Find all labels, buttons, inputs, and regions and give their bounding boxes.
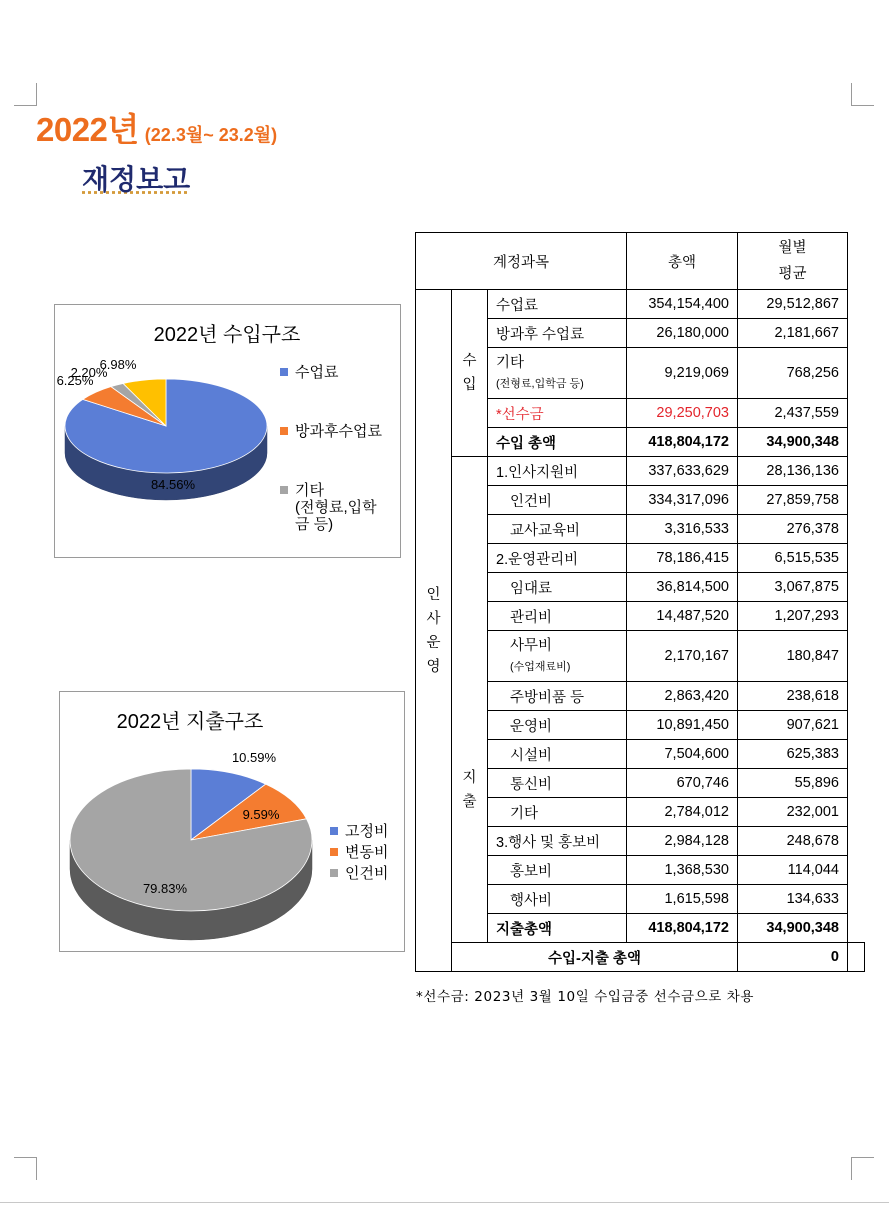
row-name: 운영비 [488, 711, 627, 740]
expense-pie [70, 769, 312, 940]
row-monthly: 114,044 [738, 856, 848, 885]
finance-table [415, 232, 865, 972]
row-name: 임대료 [488, 573, 627, 602]
page-bottom-edge [0, 1202, 889, 1203]
row-monthly: 27,859,758 [738, 486, 848, 515]
row-name: 수업료 [488, 290, 627, 319]
header-monthly-line2: 평균 [778, 266, 807, 282]
row-total: 2,863,420 [627, 682, 738, 711]
row-name: 기타 [488, 798, 627, 827]
row-total: 418,804,172 [627, 914, 738, 943]
income-chart [54, 304, 401, 558]
row-monthly: 34,900,348 [738, 428, 848, 457]
data-label-2: 79.83% [142, 881, 188, 896]
row-monthly [848, 943, 865, 972]
income-group-label: 수입 [452, 290, 488, 457]
row-monthly: 768,256 [738, 348, 848, 399]
expense-chart [59, 691, 405, 952]
row-name: 홍보비 [488, 856, 627, 885]
legend-label-0: 수업료 [295, 364, 339, 381]
row-monthly: 276,378 [738, 515, 848, 544]
row-note: (전형료,입학금 등) [496, 377, 584, 390]
legend-swatch-2 [280, 486, 288, 494]
data-label-1: 9.59% [242, 807, 280, 822]
legend-label-2: 기타 (전형료,입학 금 등) [295, 482, 377, 533]
row-total: 0 [738, 943, 848, 972]
chart-title: 2022년 지출구조 [116, 711, 264, 733]
report-period: (22.3월~ 23.2월) [144, 125, 278, 145]
row-monthly: 2,181,667 [738, 319, 848, 348]
row-name: 기타 [496, 354, 525, 371]
row-name: 방과후 수업료 [488, 319, 627, 348]
data-label-1: 6.25% [56, 373, 94, 388]
header-monthly [738, 233, 848, 290]
footnote: *선수금: 2023년 3월 10일 수입금중 선수금으로 차용 [416, 989, 755, 1005]
data-label-0: 10.59% [231, 750, 277, 765]
row-total: 2,984,128 [627, 827, 738, 856]
legend-label-1: 방과후수업료 [295, 423, 382, 440]
income-legend [280, 363, 382, 533]
row-monthly: 29,512,867 [738, 290, 848, 319]
row-name: 교사교육비 [488, 515, 627, 544]
row-total: 670,746 [627, 769, 738, 798]
row-total: 2,784,012 [627, 798, 738, 827]
row-monthly: 1,207,293 [738, 602, 848, 631]
report-title [36, 104, 277, 151]
row-name: 사무비 [510, 637, 553, 654]
data-label-3: 6.98% [99, 357, 137, 372]
row-monthly: 180,847 [738, 631, 848, 682]
chart-title: 2022년 수입구조 [153, 324, 301, 346]
expense-chart-svg [60, 692, 404, 951]
legend-swatch-1 [280, 427, 288, 435]
row-total: 1,615,598 [627, 885, 738, 914]
row-name: 수입-지출 총액 [452, 943, 738, 972]
row-monthly: 625,383 [738, 740, 848, 769]
row-monthly: 6,515,535 [738, 544, 848, 573]
page-subtitle: 재정보고 [82, 163, 191, 196]
row-name: 시설비 [488, 740, 627, 769]
row-name: 1.인사지원비 [488, 457, 627, 486]
row-total: 10,891,450 [627, 711, 738, 740]
row-total: 334,317,096 [627, 486, 738, 515]
row-name-cell [488, 631, 627, 682]
balance-row [416, 943, 865, 972]
row-name: 주방비품 등 [488, 682, 627, 711]
row-name: 3.행사 및 홍보비 [488, 827, 627, 856]
row-monthly: 907,621 [738, 711, 848, 740]
row-total: 26,180,000 [627, 319, 738, 348]
row-name: *선수금 [488, 399, 627, 428]
row-monthly: 2,437,559 [738, 399, 848, 428]
row-total: 14,487,520 [627, 602, 738, 631]
expense-legend [330, 822, 388, 882]
row-name: 관리비 [488, 602, 627, 631]
row-total: 7,504,600 [627, 740, 738, 769]
row-monthly: 3,067,875 [738, 573, 848, 602]
row-name: 행사비 [488, 885, 627, 914]
row-name: 통신비 [488, 769, 627, 798]
row-total: 337,633,629 [627, 457, 738, 486]
header-row [416, 233, 865, 290]
row-name: 2.운영관리비 [488, 544, 627, 573]
table-row [416, 457, 865, 486]
row-total: 354,154,400 [627, 290, 738, 319]
row-monthly: 248,678 [738, 827, 848, 856]
legend-swatch-0 [330, 827, 338, 835]
row-total: 9,219,069 [627, 348, 738, 399]
data-label-2: 2.20% [70, 365, 108, 380]
legend-swatch-0 [280, 368, 288, 376]
row-total: 78,186,415 [627, 544, 738, 573]
row-total: 3,316,533 [627, 515, 738, 544]
row-note: (수업재료비) [510, 660, 571, 673]
crop-mark-top-left [14, 83, 37, 106]
row-name: 인건비 [488, 486, 627, 515]
report-year: 2022년 [36, 111, 139, 148]
row-name: 지출총액 [488, 914, 627, 943]
row-total: 36,814,500 [627, 573, 738, 602]
legend-label-2: 인건비 [345, 865, 389, 882]
legend-label-1: 변동비 [345, 844, 389, 861]
row-monthly: 238,618 [738, 682, 848, 711]
header-total: 총액 [627, 233, 738, 290]
header-monthly-line1: 월별 [778, 240, 807, 256]
crop-mark-bottom-right [851, 1157, 874, 1180]
row-monthly: 55,896 [738, 769, 848, 798]
legend-label-0: 고정비 [345, 823, 389, 840]
row-total: 418,804,172 [627, 428, 738, 457]
row-total: 29,250,703 [627, 399, 738, 428]
row-total: 2,170,167 [627, 631, 738, 682]
table-row [416, 290, 865, 319]
crop-mark-bottom-left [14, 1157, 37, 1180]
row-monthly: 28,136,136 [738, 457, 848, 486]
row-monthly: 34,900,348 [738, 914, 848, 943]
legend-swatch-2 [330, 869, 338, 877]
row-monthly: 134,633 [738, 885, 848, 914]
income-chart-svg [55, 305, 400, 557]
row-monthly: 232,001 [738, 798, 848, 827]
legend-swatch-1 [330, 848, 338, 856]
crop-mark-top-right [851, 83, 874, 106]
data-label-0: 84.56% [150, 477, 196, 492]
row-total: 1,368,530 [627, 856, 738, 885]
section-label: 인사운영 [416, 290, 452, 972]
row-name-cell [488, 348, 627, 399]
row-name: 수입 총액 [488, 428, 627, 457]
expense-group-label: 지출 [452, 457, 488, 943]
header-account: 계정과목 [416, 233, 627, 290]
